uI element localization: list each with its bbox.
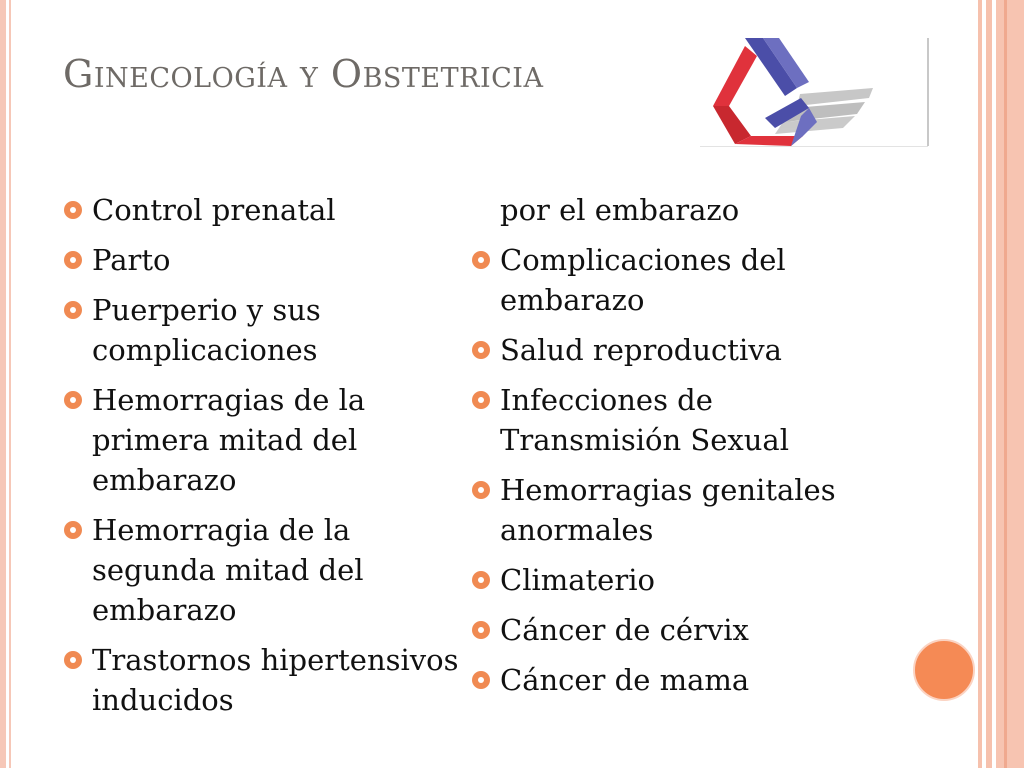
circle-bullet-icon <box>64 391 82 409</box>
left-edge-stripe-thin <box>9 0 11 768</box>
right-edge-band <box>996 0 1024 768</box>
list-item-text: Cáncer de mama <box>500 663 750 697</box>
right-edge-stripe-1 <box>978 0 982 768</box>
slide-title: Ginecología y Obstetricia <box>63 52 544 96</box>
circle-bullet-icon <box>64 201 82 219</box>
list-item-text: Salud reproductiva <box>500 333 782 367</box>
list-item <box>470 470 880 550</box>
circle-bullet-icon <box>64 251 82 269</box>
circle-bullet-icon <box>472 481 490 499</box>
right-edge-line <box>1004 0 1007 768</box>
list-item <box>470 380 880 460</box>
list-item-text: Cáncer de cérvix <box>500 613 749 647</box>
right-edge-stripe-2 <box>986 0 992 768</box>
logo-divider <box>927 38 929 146</box>
list-item-text: Hemorragias de la primera mitad del embarazo <box>92 383 366 497</box>
list-item <box>62 190 472 230</box>
left-edge-stripe <box>0 0 6 768</box>
list-item <box>62 240 472 280</box>
circle-bullet-icon <box>472 341 490 359</box>
circle-bullet-icon <box>472 571 490 589</box>
list-item <box>62 290 472 370</box>
right-topic-list <box>470 190 880 710</box>
list-item <box>62 380 472 500</box>
list-item-text: Infecciones de Transmisión Sexual <box>500 383 789 457</box>
list-item-text: Complicaciones del embarazo <box>500 243 786 317</box>
list-item-continuation <box>470 190 880 230</box>
circle-bullet-icon <box>472 621 490 639</box>
list-item-text: Control prenatal <box>92 193 336 227</box>
circle-bullet-icon <box>472 391 490 409</box>
list-item-text: Puerperio y sus complicaciones <box>92 293 321 367</box>
list-item-text: Hemorragias genitales anormales <box>500 473 836 547</box>
list-item <box>470 660 880 700</box>
list-item <box>62 640 472 720</box>
circle-bullet-icon <box>472 671 490 689</box>
list-item-text: Climaterio <box>500 563 655 597</box>
list-item <box>470 610 880 650</box>
circle-bullet-icon <box>472 251 490 269</box>
list-item <box>470 560 880 600</box>
logo-bottom-rule <box>700 146 928 147</box>
list-item <box>62 510 472 630</box>
list-item-text: Parto <box>92 243 171 277</box>
list-item-text: por el embarazo <box>500 193 740 227</box>
list-item-text: Hemorragia de la segunda mitad del embarazo <box>92 513 364 627</box>
circle-bullet-icon <box>64 651 82 669</box>
list-item <box>470 240 880 320</box>
circle-bullet-icon <box>64 521 82 539</box>
left-topic-list <box>62 190 472 730</box>
triangle-logo-icon <box>705 36 930 148</box>
list-item <box>470 330 880 370</box>
circle-bullet-icon <box>64 301 82 319</box>
list-item-text: Trastornos hipertensivos inducidos <box>92 643 459 717</box>
orange-circle-icon <box>913 639 975 701</box>
